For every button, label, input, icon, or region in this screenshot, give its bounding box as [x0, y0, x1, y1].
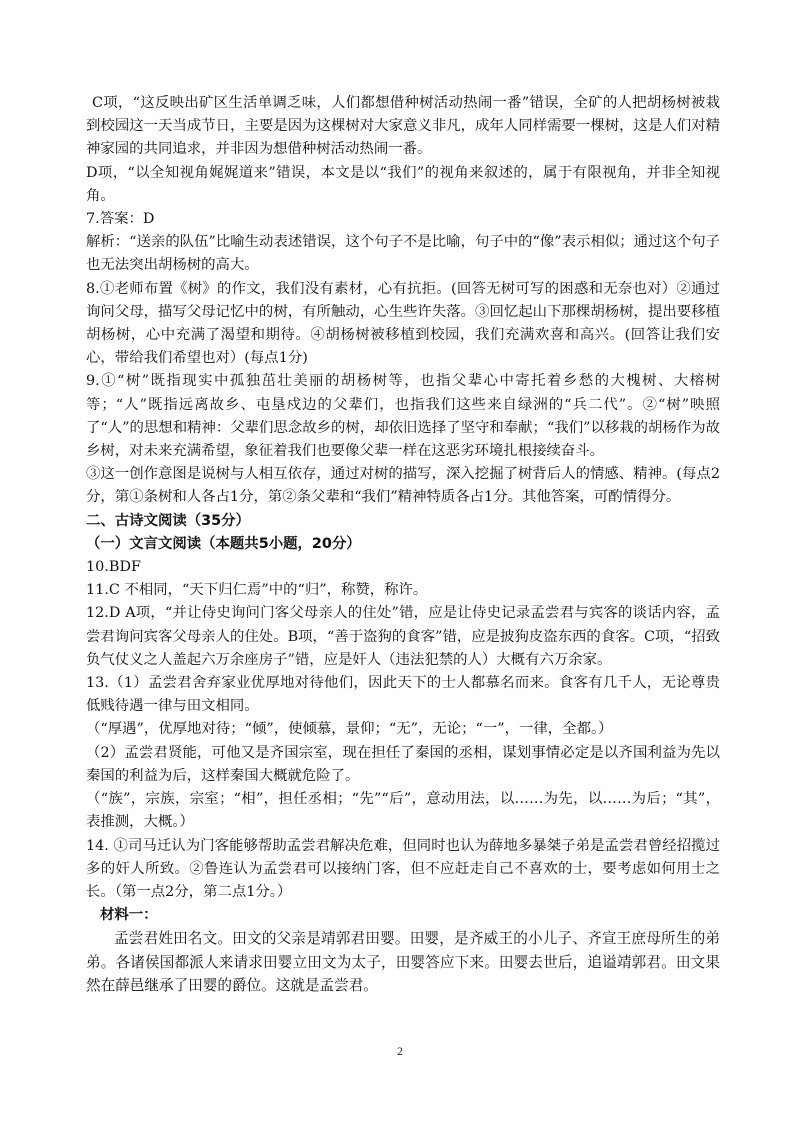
answer-13-2-notes: （“族”，宗族，宗室；“相”，担任丞相；“先”“后”，意动用法，以……为先，以……为后；“其”，表推测，大概。） — [86, 791, 720, 831]
material-one-heading: 材料一： — [100, 907, 158, 924]
answer-10: 10.BDF — [86, 559, 141, 576]
subsection-heading-wenyanwen: （一）文言文阅读（本题共5小题，20分） — [86, 535, 361, 552]
answer-7: 7.答案：D — [86, 211, 155, 228]
analysis-7: 解析：“送亲的队伍”比喻生动表述错误，这个句子不是比喻，句子中的“像”表示相似；通过这个句子也无法突出胡杨树的高大。 — [86, 234, 720, 274]
section-heading-classical: 二、古诗文阅读（35分） — [86, 512, 250, 529]
answer-8: 8.①老师布置《树》的作文，我们没有素材，心有抗拒。(回答无树可写的困惑和无奈也对）②通过询问父母，描写父母记忆中的树，有所触动，心生些许失落。③回忆起山下那棵胡杨树，提出要移植胡杨树，心中充满了渴望和期待。④胡杨树被移植到校园，我们充满欢喜和高兴。(回答让我们安心，带给我们希望也对）(每点1分) — [86, 280, 720, 367]
answer-11: 11.C 不相同，“天下归仁焉”中的“归”，称赞，称许。 — [86, 582, 428, 599]
answer-13-1-notes: （“厚遇”，优厚地对待；“倾”，使倾慕，景仰；“无”，无论；“一”，一律，全都。） — [86, 721, 613, 738]
page-number: 2 — [397, 1044, 403, 1058]
paragraph-option-d: D项，“以全知视角娓娓道来”错误，本文是以“我们”的视角来叙述的，属于有限视角，并非全知视角。 — [86, 164, 720, 204]
answer-9: 9.①“树”既指现实中孤独茁壮美丽的胡杨树等，也指父辈心中寄托着乡愁的大槐树、大榕树等；“人”既指远离故乡、屯垦戍边的父辈们，也指我们这些来自绿洲的“兵二代”。②“树”映照了“人”的思想和精神：父辈们思念故乡的树，却依旧选择了坚守和奉献；“我们”以移栽的胡杨作为故乡树，对未来充满希望，象征着我们也要像父辈一样在这恶劣环境扎根接续奋斗。 — [86, 373, 720, 460]
answer-12: 12.D A项，“并让侍史询问门客父母亲人的住处”错，应是让侍史记录孟尝君与宾客的谈话内容，孟尝君询问宾客父母亲人的住处。B项，“善于盗狗的食客”错，应是披狗皮盗东西的食客。C项，“招致负气仗义之人盖起六万余座房子”错，应是奸人（违法犯禁的人）大概有六万余家。 — [86, 605, 720, 668]
answer-13-2: （2）孟尝君贤能，可他又是齐国宗室，现在担任了秦国的丞相，谋划事情必定是以齐国利益为先以秦国的利益为后，这样秦国大概就危险了。 — [86, 744, 720, 784]
material-one-text: 孟尝君姓田名文。田文的父亲是靖郭君田婴。田婴，是齐威王的小儿子、齐宣王庶母所生的弟弟。各诸侯国都派人来请求田婴立田文为太子，田婴答应下来。田婴去世后，追谥靖郭君。田文果然在薛邑继承了田婴的爵位。这就是孟尝君。 — [86, 930, 720, 994]
paragraph-option-c: C项，“这反映出矿区生活单调乏味，人们都想借种树活动热闹一番”错误，全矿的人把胡杨树被栽到校园这一天当成节日，主要是因为这棵树对大家意义非凡，成年人同样需要一棵树，这是人们对精神家园的共同追求，并非因为想借种树活动热闹一番。 — [86, 95, 720, 158]
answer-13-1: 13.（1）孟尝君舍弃家业优厚地对待他们，因此天下的士人都慕名而来。食客有几千人，无论尊贵低贱待遇一律与田文相同。 — [86, 675, 720, 715]
answer-content — [86, 92, 720, 997]
answer-14: 14. ①司马迁认为门客能够帮助孟尝君解决危难，但同时也认为薛地多暴桀子弟是孟尝君曾经招揽过多的奸人所致。②鲁连认为孟尝君可以接纳门客，但不应赶走自己不喜欢的士，要考虑如何用士之长。（第一点2分，第二点1分。） — [86, 837, 720, 900]
answer-9-point-3: ③这一创作意图是说树与人相互依存，通过对树的描写，深入挖掘了树背后人的情感、精神。(每点2分，第①条树和人各占1分，第②条父辈和“我们”精神特质各占1分。其他答案，可酌情得分。 — [86, 466, 720, 506]
